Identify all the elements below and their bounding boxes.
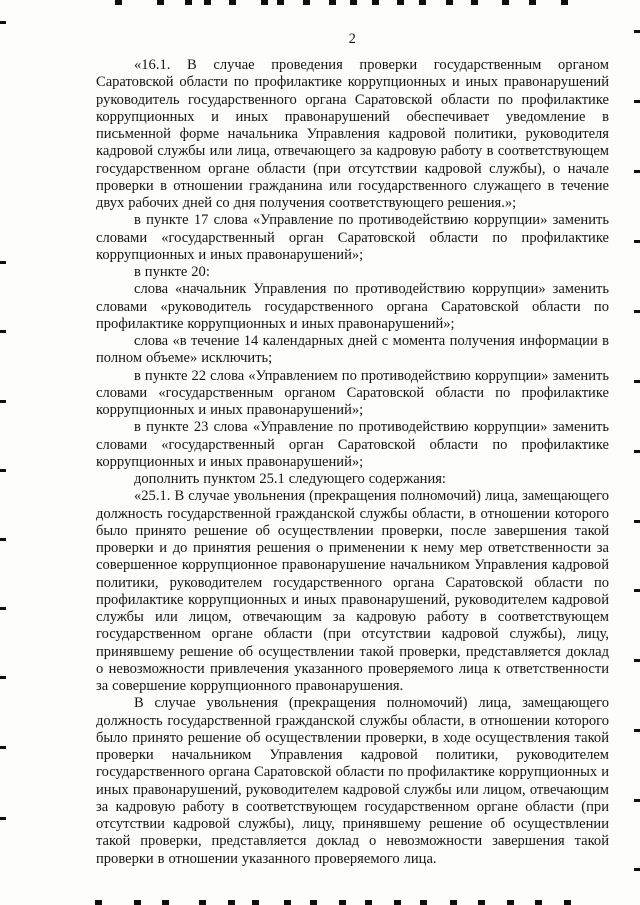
scan-edge-mark [634, 310, 640, 313]
paragraph: «16.1. В случае проведения проверки государственным органом Саратовской области по профилактике коррупционных и иных правонарушений руководитель государственного органа Саратовской области по профилактике коррупционных и иных правонарушений обеспечивает уведомление в письменной форме начальника Управления кадровой политики, руководителя кадровой службы или лица, отвечающего за кадровую работу в соответствующем государственном органе области (при отсутствии кадровой службы), о начале проверки в отношении гражданина или государственного служащего в течение двух рабочих дней со дня получения соответствующего решения.»; [96, 57, 609, 211]
scan-edge-mark [634, 799, 640, 802]
scan-edge-mark [339, 900, 346, 905]
page-number: 2 [348, 31, 357, 47]
scan-edge-mark [634, 589, 640, 592]
scan-edge-mark [634, 659, 640, 662]
scan-edge-mark [284, 900, 291, 905]
scan-edge-mark [634, 380, 640, 383]
scan-edge-mark [303, 0, 310, 5]
scan-edge-mark [561, 0, 568, 5]
scan-edge-mark [0, 261, 6, 264]
scan-edge-mark [529, 0, 536, 5]
scan-edge-mark [634, 170, 640, 173]
paragraph: дополнить пунктом 25.1 следующего содержания: [134, 471, 446, 487]
paragraph: в пункте 22 слова «Управлением по противодействию коррупции» заменить словами «государственным органом Саратовской области по профилактике коррупционных и иных правонарушений»; [96, 367, 609, 418]
paragraph: «25.1. В случае увольнения (прекращения полномочий) лица, замещающего должность государственной гражданской службы области, в отношении которого было принято решение об осуществлении проверки, после завершения такой проверки и до принятия решения о применении к нему мер ответственности за совершенное коррупционное правонарушение начальником Управления кадровой политики, руководителем государственного органа Саратовской области по профилактике коррупционных и иных правонарушений, руководителем кадровой службы или лицом, отвечающим за кадровую работу в соответствующем государственном органе области (при отсутствии кадровой службы), лицу, принявшему решение об осуществлении такой проверки, представляется доклад о невозможности привлечения указанного проверяемого лица к ответственности за совершение коррупционного правонарушения. [96, 488, 609, 694]
scan-edge-mark [420, 900, 427, 905]
scan-edge-mark [634, 30, 640, 33]
scan-edge-mark [634, 868, 640, 871]
scan-edge-mark [564, 900, 571, 905]
scan-edge-mark [229, 0, 236, 5]
scan-edge-mark [157, 0, 164, 5]
paragraph: в пункте 20: [134, 264, 210, 280]
scan-edge-mark [261, 0, 268, 5]
scan-edge-mark [0, 330, 6, 333]
scan-edge-mark [162, 900, 169, 905]
scan-edge-mark [310, 900, 317, 905]
scan-edge-mark [502, 0, 509, 5]
scan-edge-mark [394, 900, 401, 905]
scan-edge-mark [634, 450, 640, 453]
scan-edge-mark [0, 607, 6, 610]
scan-edge-mark [0, 817, 6, 820]
scan-edge-mark [115, 0, 122, 5]
paragraph: в пункте 17 слова «Управление по противодействию коррупции» заменить словами «государственный орган Саратовской области по профилактике коррупционных и иных правонарушений»; [96, 212, 609, 263]
scan-edge-mark [507, 900, 514, 905]
scan-edge-mark [419, 0, 426, 5]
scan-edge-mark [365, 900, 372, 905]
scan-edge-mark [228, 900, 235, 905]
scan-edge-mark [397, 0, 404, 5]
scan-edge-mark [185, 0, 192, 5]
scan-edge-mark [199, 900, 206, 905]
scan-edge-mark [252, 900, 259, 905]
scan-edge-mark [350, 0, 357, 5]
scan-edge-mark [277, 0, 284, 5]
scan-edge-mark [0, 538, 6, 541]
scan-edge-mark [134, 900, 141, 905]
scan-edge-mark [634, 240, 640, 243]
scan-edge-mark [0, 746, 6, 749]
scan-edge-mark [372, 0, 379, 5]
scan-edge-mark [0, 21, 6, 24]
scan-edge-mark [0, 676, 6, 679]
scan-edge-mark [95, 900, 102, 905]
scan-edge-mark [446, 0, 453, 5]
scan-edge-mark [535, 900, 542, 905]
scan-edge-mark [634, 520, 640, 523]
paragraph: слова «начальник Управления по противодействию коррупции» заменить словами «руководитель государственного органа Саратовской области по профилактике коррупционных и иных правонарушений»; [96, 281, 609, 332]
scan-edge-mark [634, 729, 640, 732]
scan-edge-mark [329, 0, 336, 5]
document-text-block [96, 57, 609, 868]
scan-edge-mark [634, 100, 640, 103]
scan-edge-mark [0, 469, 6, 472]
scan-edge-mark [204, 0, 211, 5]
scan-edge-mark [471, 0, 478, 5]
scan-edge-mark [0, 400, 6, 403]
paragraph: слова «в течение 14 календарных дней с момента получения информации в полном объеме» исключить; [96, 333, 609, 367]
paragraph: в пункте 23 слова «Управление по противодействию коррупции» заменить словами «государственный орган Саратовской области по профилактике коррупционных и иных правонарушений»; [96, 419, 609, 470]
paragraph: В случае увольнения (прекращения полномочий) лица, замещающего должность государственной гражданской службы области, в отношении которого было принято решение об осуществлении проверки, в ходе осуществления такой проверки начальником Управления кадровой политики, руководителем государственного органа Саратовской области по профилактике коррупционных и иных правонарушений, руководителем кадровой службы или лицом, отвечающим за кадровую работу в соответствующем государственном органе области (при отсутствии кадровой службы), лицу, принявшему решение об осуществлении такой проверки, представляется доклад о невозможности завершения такой проверки в отношении указанного проверяемого лица. [96, 695, 609, 867]
scan-edge-mark [478, 900, 485, 905]
scan-edge-mark [450, 900, 457, 905]
